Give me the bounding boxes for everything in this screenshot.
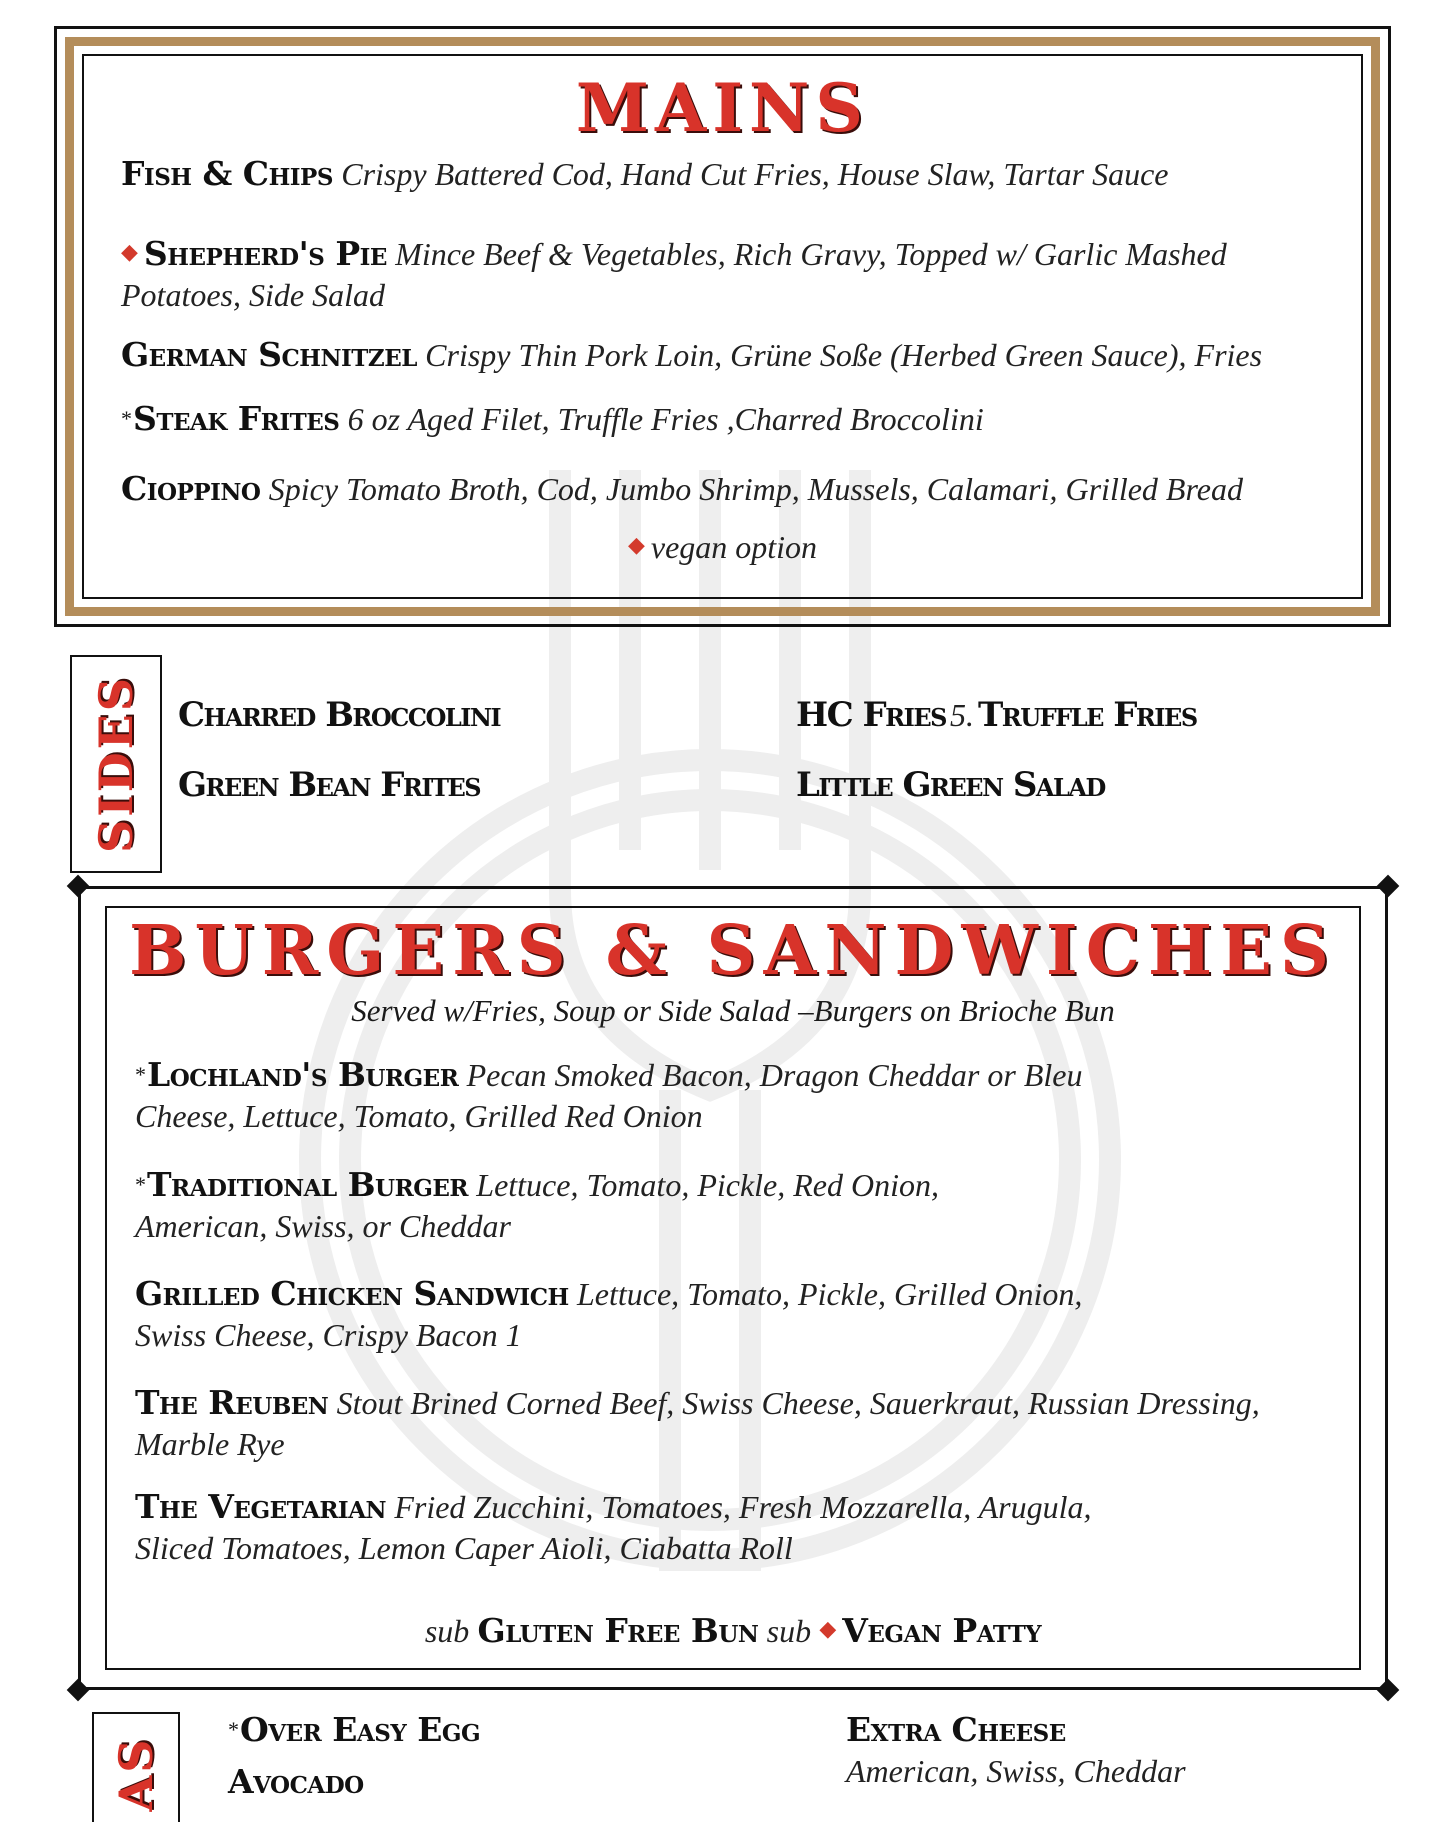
- item-name: Over Easy Egg: [240, 1710, 481, 1749]
- item-desc: Crispy Thin Pork Loin, Grüne Soße (Herbed Green Sauce), Fries: [425, 337, 1263, 373]
- sub-word: sub: [424, 1613, 470, 1649]
- item-name: German Schnitzel: [121, 335, 417, 374]
- menu-item: [121, 335, 1262, 376]
- sub-option: Vegan Patty: [842, 1611, 1042, 1650]
- vegan-diamond-icon: ◆: [121, 239, 138, 264]
- item-name: The Vegetarian: [135, 1487, 387, 1526]
- item-desc-continued: Sliced Tomatoes, Lemon Caper Aioli, Ciabatta Roll: [135, 1530, 793, 1566]
- burgers-title: BURGERS & SANDWICHES: [128, 911, 1338, 991]
- item-desc: Lettuce, Tomato, Pickle, Grilled Onion,: [576, 1276, 1083, 1312]
- raw-warning-marker: *: [121, 406, 132, 431]
- extra-item: [228, 1762, 364, 1803]
- sides-title: SIDES: [89, 675, 143, 853]
- burgers-section: [78, 886, 1388, 1690]
- vegan-diamond-icon: ◆: [819, 1616, 837, 1641]
- item-name: Fish & Chips: [121, 154, 333, 193]
- menu-item: [121, 232, 1227, 316]
- side-item: [796, 765, 1105, 805]
- vegan-diamond-icon: ◆: [627, 532, 645, 557]
- item-name: The Reuben: [135, 1383, 329, 1422]
- item-name: Lochland's Burger: [147, 1055, 459, 1094]
- menu-item: [121, 469, 1243, 510]
- item-name: Traditional Burger: [147, 1165, 469, 1204]
- corner-diamond-icon: [67, 875, 90, 898]
- item-desc: Crispy Battered Cod, Hand Cut Fries, House Slaw, Tartar Sauce: [341, 156, 1169, 192]
- legend-text: vegan option: [650, 529, 818, 565]
- item-desc: American, Swiss, Cheddar: [846, 1753, 1186, 1789]
- item-name: Extra Cheese: [846, 1710, 1066, 1749]
- item-desc: Spicy Tomato Broth, Cod, Jumbo Shrimp, Mussels, Calamari, Grilled Bread: [268, 471, 1243, 507]
- sides-label-box: [70, 655, 162, 873]
- side-name: Charred Broccolini: [178, 695, 501, 735]
- vegan-legend: [57, 525, 1388, 568]
- item-desc-continued: Cheese, Lettuce, Tomato, Grilled Red Onion: [135, 1098, 703, 1134]
- item-desc: Fried Zucchini, Tomatoes, Fresh Mozzarella, Arugula,: [394, 1489, 1092, 1525]
- raw-warning-marker: *: [228, 1717, 239, 1742]
- extra-item: [846, 1710, 1186, 1792]
- item-desc-continued: Potatoes, Side Salad: [121, 277, 385, 313]
- substitution-line: [81, 1609, 1385, 1652]
- side-name: HC Fries: [796, 695, 946, 735]
- menu-item: [135, 1055, 1345, 1137]
- sub-word: sub: [766, 1613, 812, 1649]
- item-name: Shepherd's Pie: [143, 234, 387, 273]
- item-name: Steak Frites: [133, 399, 340, 438]
- menu-item: [135, 1487, 1345, 1569]
- sub-option: Gluten Free Bun: [477, 1611, 759, 1650]
- extras-title: AS: [109, 1736, 163, 1812]
- item-desc: Mince Beef & Vegetables, Rich Gravy, Topped w/ Garlic Mashed: [395, 236, 1227, 272]
- side-price: 5.: [949, 697, 974, 733]
- mains-section: [54, 26, 1391, 627]
- item-desc: Pecan Smoked Bacon, Dragon Cheddar or Bleu: [466, 1057, 1083, 1093]
- side-item: [178, 695, 500, 735]
- item-desc-continued: American, Swiss, or Cheddar: [135, 1208, 511, 1244]
- menu-item: [135, 1383, 1355, 1465]
- extras-label-box: [92, 1712, 180, 1822]
- raw-warning-marker: *: [135, 1062, 146, 1087]
- item-desc: Lettuce, Tomato, Pickle, Red Onion,: [476, 1167, 939, 1203]
- side-item: [796, 695, 1197, 735]
- item-desc: Stout Brined Corned Beef, Swiss Cheese, Sauerkraut, Russian Dressing,: [336, 1385, 1260, 1421]
- item-name: Grilled Chicken Sandwich: [135, 1274, 569, 1313]
- corner-diamond-icon: [67, 1679, 90, 1702]
- side-name: Green Bean Frites: [178, 765, 481, 805]
- item-name: Avocado: [228, 1762, 364, 1801]
- corner-diamond-icon: [1377, 875, 1400, 898]
- menu-item: [121, 399, 984, 440]
- item-desc-continued: Marble Rye: [135, 1426, 285, 1462]
- side-item: [178, 765, 480, 805]
- menu-item: [135, 1274, 1345, 1356]
- mains-title: MAINS: [575, 69, 870, 147]
- item-desc: 6 oz Aged Filet, Truffle Fries ,Charred Broccolini: [347, 401, 984, 437]
- raw-warning-marker: *: [135, 1172, 146, 1197]
- menu-item: [135, 1165, 1345, 1247]
- item-desc-continued: Swiss Cheese, Crispy Bacon 1: [135, 1317, 522, 1353]
- menu-item: [121, 154, 1168, 195]
- item-name: Cioppino: [121, 469, 261, 508]
- side-name: Little Green Salad: [796, 765, 1105, 805]
- side-name: Truffle Fries: [977, 695, 1197, 735]
- burgers-subtitle: Served w/Fries, Soup or Side Salad –Burgers on Brioche Bun: [351, 993, 1115, 1028]
- corner-diamond-icon: [1377, 1679, 1400, 1702]
- extra-item: [228, 1710, 480, 1751]
